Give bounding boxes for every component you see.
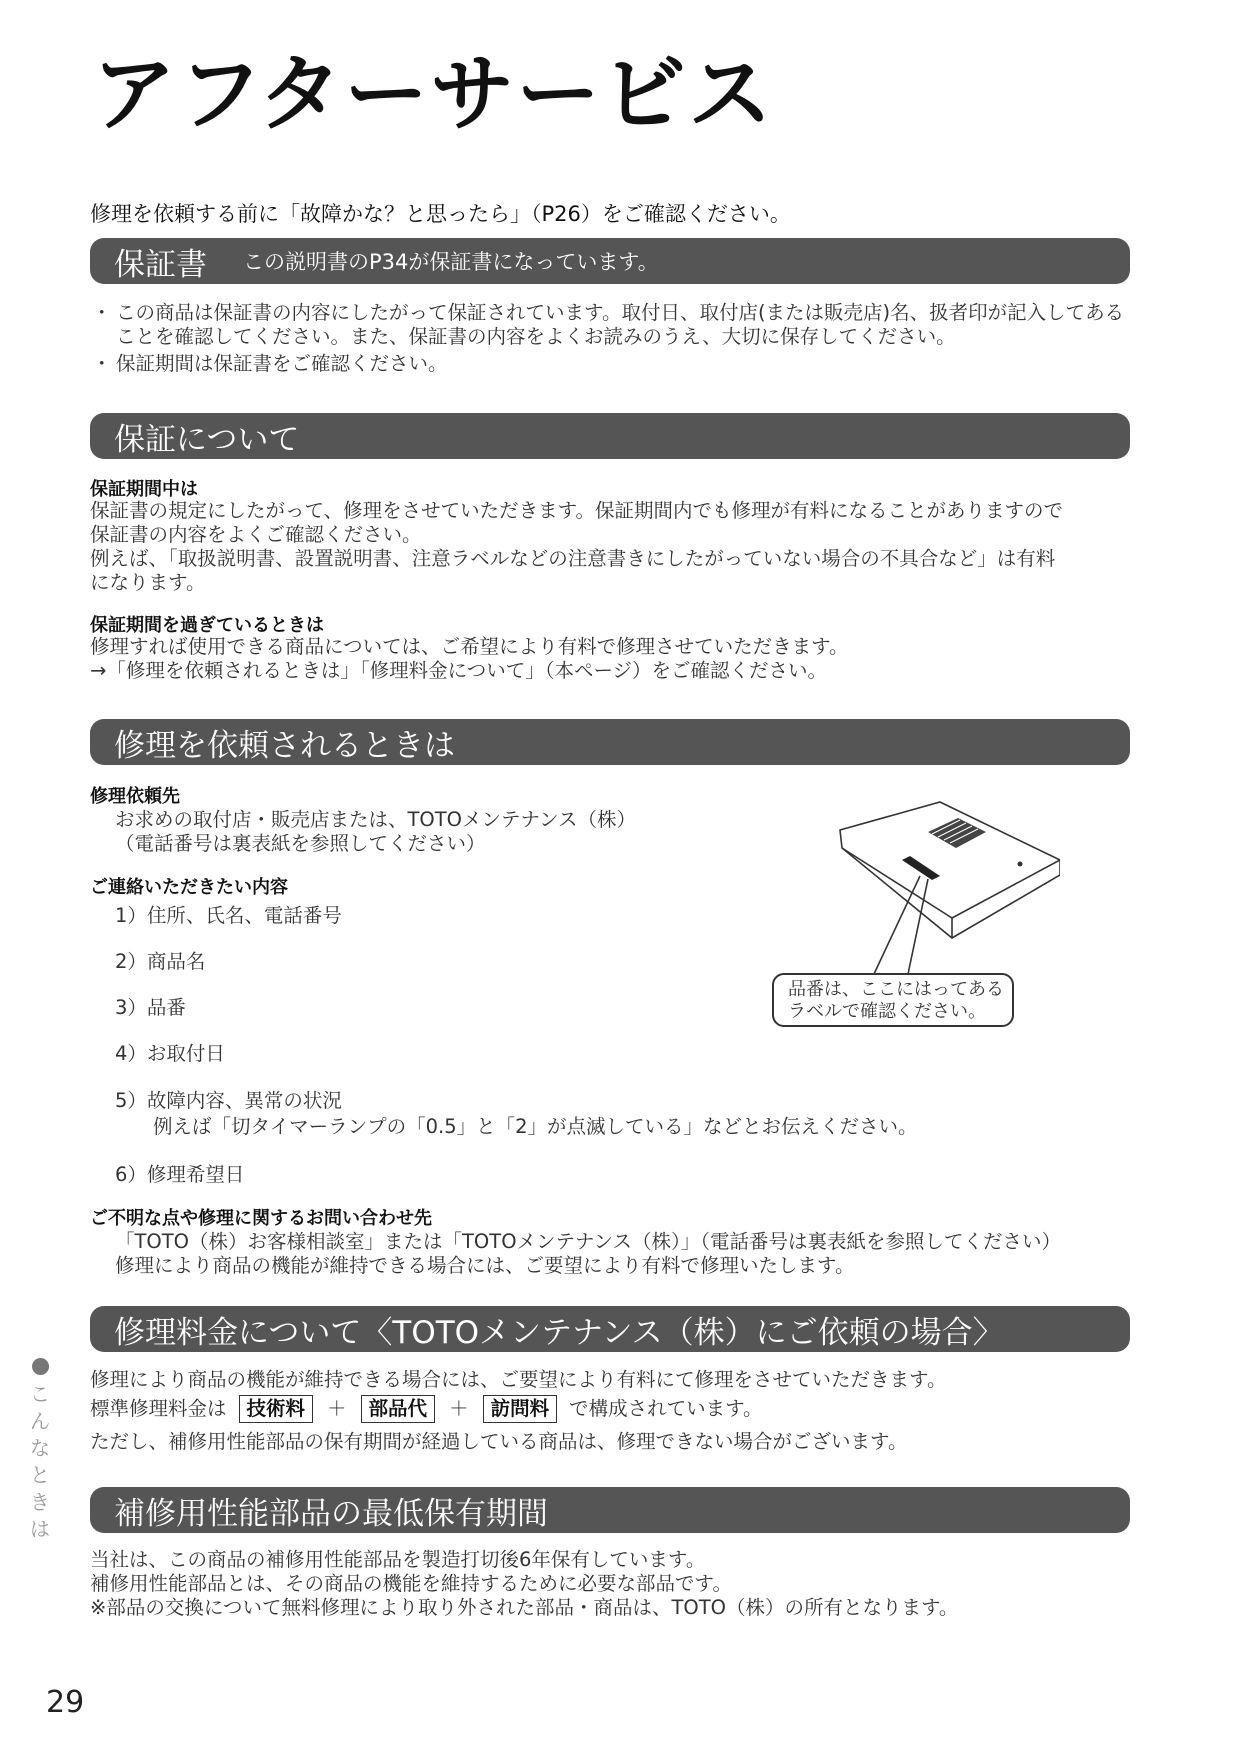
list-item: 2）商品名 <box>115 950 206 973</box>
list-item-note: 例えば「切タイマーランプの「0.5」と「2」が点滅している」などとお伝えください。 <box>153 1115 918 1138</box>
text-line: 補修用性能部品とは、その商品の機能を維持するために必要な部品です。 <box>90 1572 732 1595</box>
plus-sign: ＋ <box>327 1397 347 1420</box>
section-heading: 修理を依頼されるときは <box>114 727 455 764</box>
side-tab <box>28 1358 52 1543</box>
repair-fee-formula <box>90 1395 763 1423</box>
side-tab-char: き <box>30 1490 50 1514</box>
text-line: お求めの取付店・販売店または、TOTOメンテナンス（株） <box>115 808 636 831</box>
list-item: 6）修理希望日 <box>115 1163 245 1186</box>
section-header-warranty <box>90 413 1130 459</box>
subsection-title: ご連絡いただきたい内容 <box>90 877 288 898</box>
text-line: （電話番号は裏表紙を参照してください） <box>115 832 486 855</box>
section-heading: 保証書 <box>114 246 207 283</box>
repair-fee-line: ただし、補修用性能部品の保有期間が経過している商品は、修理できない場合がございます。 <box>90 1430 908 1453</box>
bullet-marker: ・ <box>92 301 112 324</box>
page-title: アフターサービス <box>92 45 775 143</box>
bullet-circle-icon <box>32 1358 49 1375</box>
side-tab-char: は <box>30 1517 50 1541</box>
fee-box-technical: 技術料 <box>239 1395 314 1423</box>
subsection-title: 保証期間を過ぎているときは <box>90 615 324 636</box>
text-line: ※部品の交換について無料修理により取り外された部品・商品は、TOTO（株）の所有となります。 <box>90 1596 959 1619</box>
intro-text: 修理を依頼する前に「故障かな？と思ったら」（P26）をご確認ください。 <box>90 202 791 226</box>
fee-box-visit: 訪問料 <box>483 1395 558 1423</box>
section-header-parts <box>90 1487 1130 1533</box>
section-heading: 修理料金について〈TOTOメンテナンス（株）にご依頼の場合〉 <box>114 1314 1004 1351</box>
plus-sign: ＋ <box>449 1397 469 1420</box>
fee-box-parts: 部品代 <box>361 1395 436 1423</box>
list-item: 4）お取付日 <box>115 1042 225 1065</box>
warranty-after-text <box>90 635 1140 683</box>
subsection-title: 修理依頼先 <box>90 786 180 807</box>
side-tab-char: な <box>30 1436 50 1460</box>
text-line: 当社は、この商品の補修用性能部品を製造打切後6年保有しています。 <box>90 1548 706 1571</box>
product-label-callout <box>772 973 1014 1027</box>
product-label-illustration <box>760 790 1060 980</box>
bullet-item <box>92 352 1132 376</box>
formula-text: 標準修理料金は <box>90 1397 227 1420</box>
section-subheading: この説明書のP34が保証書になっています。 <box>243 250 659 274</box>
side-tab-char: こ <box>30 1382 50 1406</box>
text-line: 保証書の内容をよくご確認ください。 <box>90 523 422 546</box>
bullet-item <box>92 301 1132 349</box>
text-line: になります。 <box>90 571 206 594</box>
text-line: ラベルで確認ください。 <box>788 1001 986 1022</box>
repair-fee-line: 修理により商品の機能が維持できる場合には、ご要望により有料にて修理をさせていただきます。 <box>90 1368 947 1391</box>
side-tab-char: と <box>30 1463 50 1487</box>
side-tab-char: ん <box>30 1409 50 1433</box>
repair-destination <box>115 808 636 856</box>
text-line: 修理により商品の機能が維持できる場合には、ご要望により有料で修理いたします。 <box>115 1254 855 1277</box>
list-item: 5）故障内容、異常の状況 <box>115 1089 342 1112</box>
subsection-title: 保証期間中は <box>90 479 198 500</box>
parts-text <box>90 1548 1140 1620</box>
text-line: 「TOTO（株）お客様相談室」または「TOTOメンテナンス（株）」（電話番号は裏表紙を参照してください） <box>115 1230 1061 1253</box>
subsection-title: ご不明な点や修理に関するお問い合わせ先 <box>90 1208 432 1229</box>
bullet-marker: ・ <box>92 352 112 375</box>
warranty-during-text <box>90 499 1140 595</box>
text-line: 品番は、ここにはってある <box>788 979 1004 1000</box>
bullet-text: この商品は保証書の内容にしたがって保証されています。取付日、取付店(または販売店)名、扱者印が記入してあることを確認してください。また、保証書の内容をよくお読みのうえ、大切に保存してください。 <box>116 301 1125 348</box>
page-number: 29 <box>46 1685 85 1720</box>
section-header-warranty-card <box>90 238 1130 284</box>
list-item: 1）住所、氏名、電話番号 <box>115 904 342 927</box>
section-heading: 保証について <box>114 421 300 458</box>
bullet-text: 保証期間は保証書をご確認ください。 <box>116 352 448 375</box>
section-header-repair-request <box>90 719 1130 765</box>
list-item: 3）品番 <box>115 996 186 1019</box>
section-header-repair-fee <box>90 1306 1130 1352</box>
text-line: →「修理を依頼されるときは」「修理料金について」（本ページ）をご確認ください。 <box>90 659 828 682</box>
formula-text: で構成されています。 <box>569 1397 763 1420</box>
section-heading: 補修用性能部品の最低保有期間 <box>114 1495 548 1532</box>
text-line: 例えば、「取扱説明書、設置説明書、注意ラベルなどの注意書きにしたがっていない場合の不具合など」は有料 <box>90 547 1056 570</box>
text-line: 保証書の規定にしたがって、修理をさせていただきます。保証期間内でも修理が有料になることがありますので <box>90 499 1064 522</box>
inquiry-text <box>115 1230 1145 1278</box>
text-line: 修理すれば使用できる商品については、ご希望により有料で修理させていただきます。 <box>90 635 849 658</box>
